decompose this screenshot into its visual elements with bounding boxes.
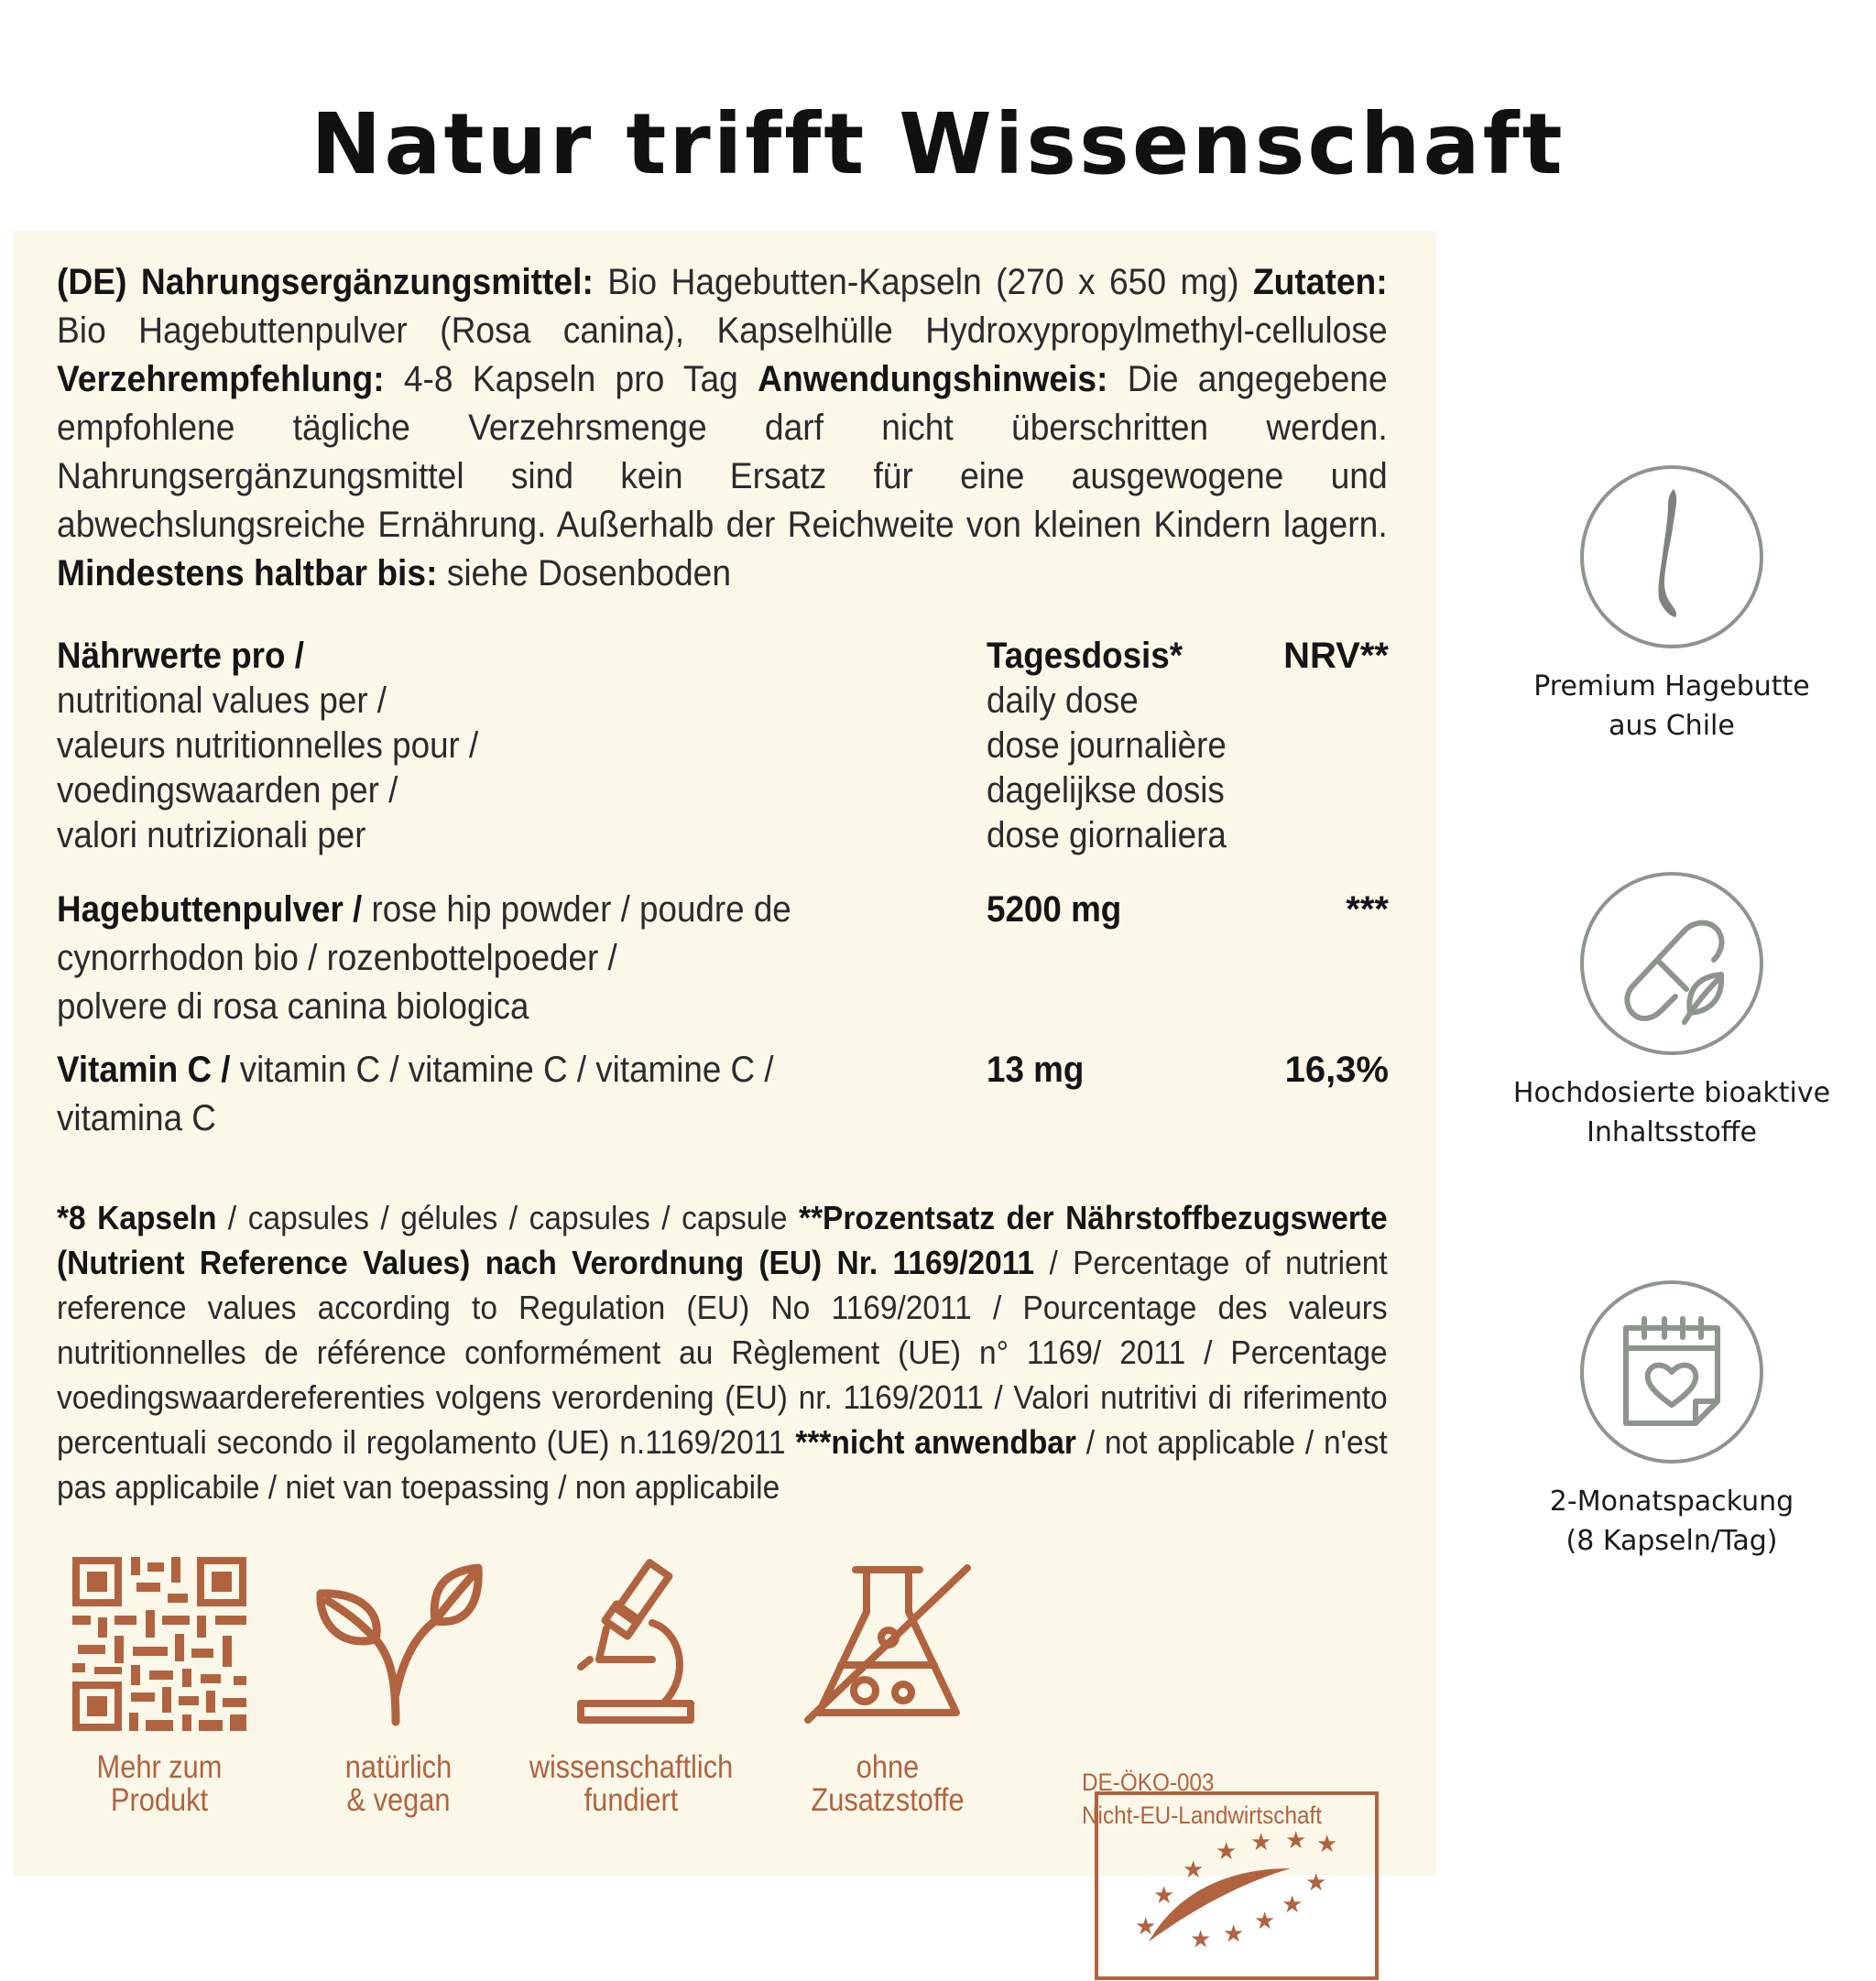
- chile-map-icon: [1584, 469, 1760, 645]
- nutrition-rosehip-nrv-value: ***: [1346, 889, 1389, 930]
- calendar-heart-icon: [1584, 1284, 1760, 1460]
- footnote-capsules-text: / capsules / gélules / capsules / capsule: [216, 1199, 800, 1236]
- svg-text:★: ★: [1254, 1908, 1276, 1935]
- badge-no-additives-line1: ohne: [856, 1749, 920, 1785]
- badge-qr-line1: Mehr zum: [96, 1749, 223, 1785]
- legal-dosage-heading: Verzehrempfehlung:: [57, 359, 385, 399]
- qr-code-icon[interactable]: [72, 1557, 246, 1731]
- feature-chile: [1521, 465, 1823, 746]
- feature-chile-line1: Premium Hagebutte: [1533, 670, 1810, 702]
- legal-bestbefore-heading: Mindestens haltbar bis:: [57, 553, 438, 593]
- nutrition-header-row: [57, 634, 1389, 858]
- feature-chile-line2: aus Chile: [1609, 710, 1735, 742]
- badge-vegan: [284, 1557, 513, 1817]
- nutrition-rosehip-dose-value: 5200 mg: [987, 889, 1122, 930]
- nutrition-vitaminc-nrv-value: 16,3%: [1284, 1050, 1389, 1090]
- nutrition-header-dose-line: daily dose: [987, 680, 1139, 721]
- nutrition-header-dose: [987, 634, 1227, 858]
- nutrition-header-name-line: valori nutrizionali per: [57, 815, 366, 855]
- footnote-nrv-bold: **Prozentsatz der Nährstoffbezugswerte (Nutrient Reference Values) nach Verordnung (EU) Nr. 1169/2011: [57, 1199, 1388, 1281]
- nutrition-header-dose-bold: Tagesdosis*: [987, 636, 1183, 676]
- svg-text:★: ★: [1316, 1831, 1338, 1858]
- badge-science-line2: fundiert: [584, 1782, 679, 1818]
- nutrition-rosehip-name-line: cynorrhodon bio / rozenbottelpoeder /: [57, 938, 617, 978]
- badge-science: [507, 1557, 755, 1817]
- feature-bioactive: [1512, 872, 1831, 1152]
- footnote-nrv-text: / Percentage of nutrient reference values according to Regulation (EU) No 1169/2011 / Pourcentage des valeurs nutritionnelles de référence conformément au Règlement (UE) n° 1169/ 2011 / Percentage voedingswaardereferenties volgens verordening (EU) nr. 1169/2011 / Valori nutritivi di riferimento percentuali secondo il regolamento (UE) n.1169/2011: [57, 1244, 1388, 1461]
- nutrition-vitaminc-name-bold: Vitamin C /: [57, 1050, 231, 1090]
- feature-bioactive-line2: Inhaltsstoffe: [1587, 1116, 1757, 1148]
- badge-science-line1: wissenschaftlich: [529, 1749, 734, 1785]
- badge-vegan-line1: natürlich: [344, 1749, 453, 1785]
- product-label-panel: [13, 231, 1436, 1954]
- nutrition-header-name-line: voedingswaarden per /: [57, 770, 398, 811]
- footnote-capsules-bold: *8 Kapseln: [57, 1199, 217, 1236]
- nutrition-rosehip-name-bold: Hagebuttenpulver /: [57, 889, 363, 930]
- nutrition-vitaminc-name-text: vitamin C / vitamine C / vitamine C /: [230, 1050, 774, 1090]
- badge-no-additives-line2: Zusatzstoffe: [811, 1782, 965, 1818]
- feature-two-month-line2: (8 Kapseln/Tag): [1565, 1525, 1778, 1557]
- nutrition-header-nrv-label: NRV**: [1283, 636, 1389, 676]
- legal-product-text: Bio Hagebutten-Kapseln (270 x 650 mg): [593, 262, 1253, 302]
- nutrition-rosehip-dose: [987, 886, 1121, 934]
- feature-bioactive-line1: Hochdosierte bioaktive: [1512, 1077, 1831, 1109]
- badge-vegan-line2: & vegan: [346, 1782, 451, 1818]
- nutrition-header-dose-line: dose journalière: [987, 725, 1227, 766]
- legal-usage-heading: Anwendungshinweis:: [758, 359, 1108, 399]
- legal-ingredients-text: Bio Hagebuttenpulver (Rosa canina), Kapselhülle Hydroxypropylmethyl-cellulose: [57, 310, 1388, 351]
- nutrition-row-vitaminc: [57, 1046, 1389, 1147]
- svg-text:★: ★: [1190, 1926, 1212, 1954]
- nutrition-rosehip-nrv: [1346, 886, 1389, 934]
- svg-text:★: ★: [1216, 1838, 1238, 1866]
- legal-product-heading: (DE) Nahrungsergänzungsmittel:: [57, 262, 594, 302]
- eu-organic-caption: [1082, 1766, 1322, 1832]
- feature-chile-circle: [1580, 465, 1763, 648]
- legal-ingredients-heading: Zutaten:: [1252, 262, 1388, 302]
- nutrition-header-name-bold: Nährwerte pro /: [57, 636, 304, 676]
- nutrition-header-name: [57, 634, 478, 858]
- nutrition-vitaminc-name-line: vitamina C: [57, 1098, 216, 1138]
- legal-bestbefore-text: siehe Dosenboden: [437, 553, 732, 593]
- nutrition-vitaminc-name: [57, 1046, 774, 1143]
- svg-text:★: ★: [1153, 1882, 1175, 1910]
- nutrition-header-name-line: nutritional values per /: [57, 680, 387, 721]
- eu-organic-origin: Nicht-EU-Landwirtschaft: [1082, 1801, 1322, 1829]
- svg-text:★: ★: [1223, 1921, 1245, 1948]
- nutrition-vitaminc-nrv: [1285, 1046, 1389, 1094]
- svg-text:★: ★: [1250, 1829, 1272, 1856]
- footnote-na-bold: ***nicht anwendbar: [795, 1423, 1076, 1461]
- legal-dosage-text: 4-8 Kapseln pro Tag: [384, 359, 758, 399]
- nutrition-vitaminc-dose: [987, 1046, 1084, 1094]
- page-headline: Natur trifft Wissenschaft: [311, 95, 1565, 193]
- nutrition-vitaminc-dose-value: 13 mg: [987, 1050, 1085, 1090]
- nutrition-rosehip-name: [57, 886, 791, 1031]
- legal-text: [57, 258, 1388, 598]
- microscope-icon: [544, 1557, 718, 1731]
- legal-usage-text: Die angegebene empfohlene tägliche Verzehrsmenge darf nicht überschritten werden. Nahrungsergänzungsmittel sind kein Ersatz für eine ausgewogene und abwechslungsreiche Ernährung. Außerhalb der Reichweite von kleinen Kindern lagern.: [57, 359, 1388, 545]
- feature-bioactive-circle: [1580, 872, 1763, 1055]
- svg-text:★: ★: [1305, 1869, 1327, 1897]
- badge-qr-line2: Produkt: [110, 1782, 209, 1818]
- svg-text:★: ★: [1183, 1856, 1205, 1884]
- nutrition-header-dose-line: dose giornaliera: [987, 815, 1227, 855]
- nutrition-rosehip-name-line: polvere di rosa canina biologica: [57, 986, 529, 1027]
- flask-crossed-icon: [801, 1557, 975, 1731]
- svg-text:★: ★: [1135, 1913, 1157, 1941]
- badge-no-additives: [782, 1557, 993, 1817]
- nutrition-header-dose-line: dagelijkse dosis: [987, 770, 1225, 811]
- badge-qr[interactable]: [49, 1557, 269, 1817]
- nutrition-footnotes: [57, 1195, 1388, 1509]
- nutrition-table: [57, 634, 1389, 1147]
- nutrition-header-name-line: valeurs nutritionnelles pour /: [57, 725, 479, 766]
- footnote-na-text: / not applicable / n'est pas applicabile / niet van toepassing / non applicabile: [57, 1423, 1388, 1506]
- nutrition-rosehip-name-text: rose hip powder / poudre de: [362, 889, 791, 930]
- svg-text:★: ★: [1285, 1827, 1307, 1855]
- feature-two-month: [1521, 1280, 1823, 1561]
- capsule-leaf-icon: [1584, 876, 1760, 1051]
- leaves-icon: [311, 1557, 485, 1731]
- nutrition-header-nrv: [1283, 634, 1389, 679]
- feature-two-month-circle: [1580, 1280, 1763, 1464]
- eu-organic-code: DE-ÖKO-003: [1082, 1769, 1215, 1796]
- svg-text:★: ★: [1282, 1891, 1303, 1919]
- nutrition-row-rosehip: [57, 886, 1389, 1037]
- feature-two-month-line1: 2-Monatspackung: [1549, 1486, 1794, 1518]
